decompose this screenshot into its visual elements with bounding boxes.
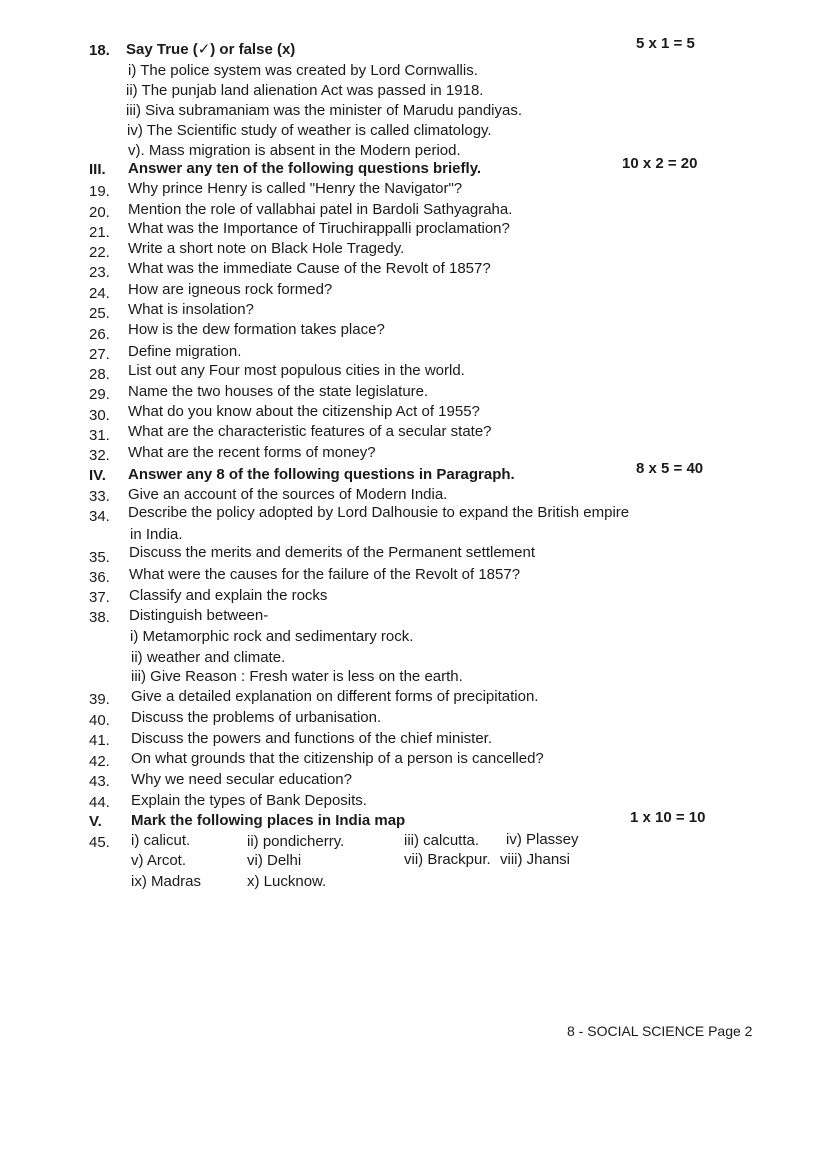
map-place: vi) Delhi: [247, 852, 302, 869]
question-number: 34.: [89, 508, 110, 525]
question-text: How is the dew formation takes place?: [128, 321, 385, 338]
question-number: 23.: [89, 264, 110, 281]
map-place: x) Lucknow.: [247, 873, 327, 890]
question-text: Discuss the powers and functions of the chief minister.: [131, 730, 493, 747]
question-text: Give an account of the sources of Modern India.: [128, 486, 448, 503]
question-18-title: Say True (✓) or false (x): [126, 41, 296, 58]
question-text: Mention the role of vallabhai patel in Bardoli Sathyagraha.: [128, 201, 513, 218]
question-text: Define migration.: [128, 343, 242, 360]
question-text: Classify and explain the rocks: [129, 587, 328, 604]
question-number: 28.: [89, 366, 110, 383]
question-number: 36.: [89, 569, 110, 586]
true-false-item: ii) The punjab land alienation Act was passed in 1918.: [126, 82, 484, 99]
map-place: ii) pondicherry.: [247, 833, 345, 850]
question-text: Why prince Henry is called "Henry the Navigator"?: [128, 180, 463, 197]
section-label: III.: [89, 161, 106, 178]
question-number: 22.: [89, 244, 110, 261]
page-footer: 8 - SOCIAL SCIENCE Page 2: [567, 1023, 753, 1039]
question-number: 38.: [89, 609, 110, 626]
question-number: 39.: [89, 691, 110, 708]
question-number: 26.: [89, 326, 110, 343]
question-number: 30.: [89, 407, 110, 424]
section-label: V.: [89, 813, 102, 830]
question-number: 25.: [89, 305, 110, 322]
question-number: 21.: [89, 224, 110, 241]
section-5-title: Mark the following places in India map: [131, 812, 406, 829]
question-number: 20.: [89, 204, 110, 221]
question-text: Write a short note on Black Hole Tragedy.: [128, 240, 405, 257]
question-text: Give a detailed explanation on different forms of precipitation.: [131, 688, 539, 705]
question-number: 43.: [89, 773, 110, 790]
question-text: What was the Importance of Tiruchirappalli proclamation?: [128, 220, 510, 237]
question-text: List out any Four most populous cities in the world.: [128, 362, 465, 379]
marks-section-4: 8 x 5 = 40: [636, 460, 704, 477]
question-text: Describe the policy adopted by Lord Dalhousie to expand the British empire: [128, 504, 630, 521]
question-number: 45.: [89, 834, 110, 851]
question-number: 32.: [89, 447, 110, 464]
marks-section-3: 10 x 2 = 20: [622, 155, 698, 172]
true-false-item: iv) The Scientific study of weather is called climatology.: [127, 122, 492, 139]
question-text: Discuss the problems of urbanisation.: [131, 709, 382, 726]
true-false-item: i) The police system was created by Lord Cornwallis.: [128, 62, 478, 79]
question-number: 40.: [89, 712, 110, 729]
question-number: 29.: [89, 386, 110, 403]
question-text: What are the characteristic features of a secular state?: [128, 423, 492, 440]
question-text: On what grounds that the citizenship of a person is cancelled?: [131, 750, 544, 767]
question-text-continued: in India.: [130, 526, 183, 543]
question-text: What is insolation?: [128, 301, 254, 318]
question-number: 44.: [89, 794, 110, 811]
map-place: ix) Madras: [131, 873, 202, 890]
question-text: How are igneous rock formed?: [128, 281, 333, 298]
section-3-title: Answer any ten of the following questions briefly.: [128, 160, 482, 177]
map-place: v) Arcot.: [131, 852, 187, 869]
question-text: Discuss the merits and demerits of the Permanent settlement: [129, 544, 536, 561]
map-place: viii) Jhansi: [500, 851, 571, 868]
section-label: IV.: [89, 467, 106, 484]
question-number: 24.: [89, 285, 110, 302]
question-number: 31.: [89, 427, 110, 444]
question-text: Name the two houses of the state legislature.: [128, 383, 429, 400]
question-number: 41.: [89, 732, 110, 749]
question-number: 42.: [89, 753, 110, 770]
question-text: What was the immediate Cause of the Revolt of 1857?: [128, 260, 491, 277]
question-number: 37.: [89, 589, 110, 606]
question-text: Distinguish between-: [129, 607, 269, 624]
question-number: 35.: [89, 549, 110, 566]
section-4-title: Answer any 8 of the following questions in Paragraph.: [128, 466, 515, 483]
question-number: 19.: [89, 183, 110, 200]
question-number: 18.: [89, 42, 110, 59]
question-text: What were the causes for the failure of the Revolt of 1857?: [129, 566, 521, 583]
true-false-item: v). Mass migration is absent in the Modern period.: [128, 142, 461, 159]
sub-question: i) Metamorphic rock and sedimentary rock.: [130, 628, 414, 645]
marks-section-5: 1 x 10 = 10: [630, 809, 706, 826]
map-place: iv) Plassey: [506, 831, 579, 848]
sub-question: iii) Give Reason : Fresh water is less on the earth.: [131, 668, 463, 685]
question-text: What do you know about the citizenship Act of 1955?: [128, 403, 480, 420]
marks-q18: 5 x 1 = 5: [636, 35, 695, 52]
true-false-item: iii) Siva subramaniam was the minister of Marudu pandiyas.: [126, 102, 522, 119]
map-place: i) calicut.: [131, 832, 191, 849]
question-number: 27.: [89, 346, 110, 363]
sub-question: ii) weather and climate.: [131, 649, 286, 666]
question-text: What are the recent forms of money?: [128, 444, 376, 461]
map-place: vii) Brackpur.: [404, 851, 491, 868]
question-text: Explain the types of Bank Deposits.: [131, 792, 367, 809]
map-place: iii) calcutta.: [404, 832, 480, 849]
question-number: 33.: [89, 488, 110, 505]
question-text: Why we need secular education?: [131, 771, 352, 788]
